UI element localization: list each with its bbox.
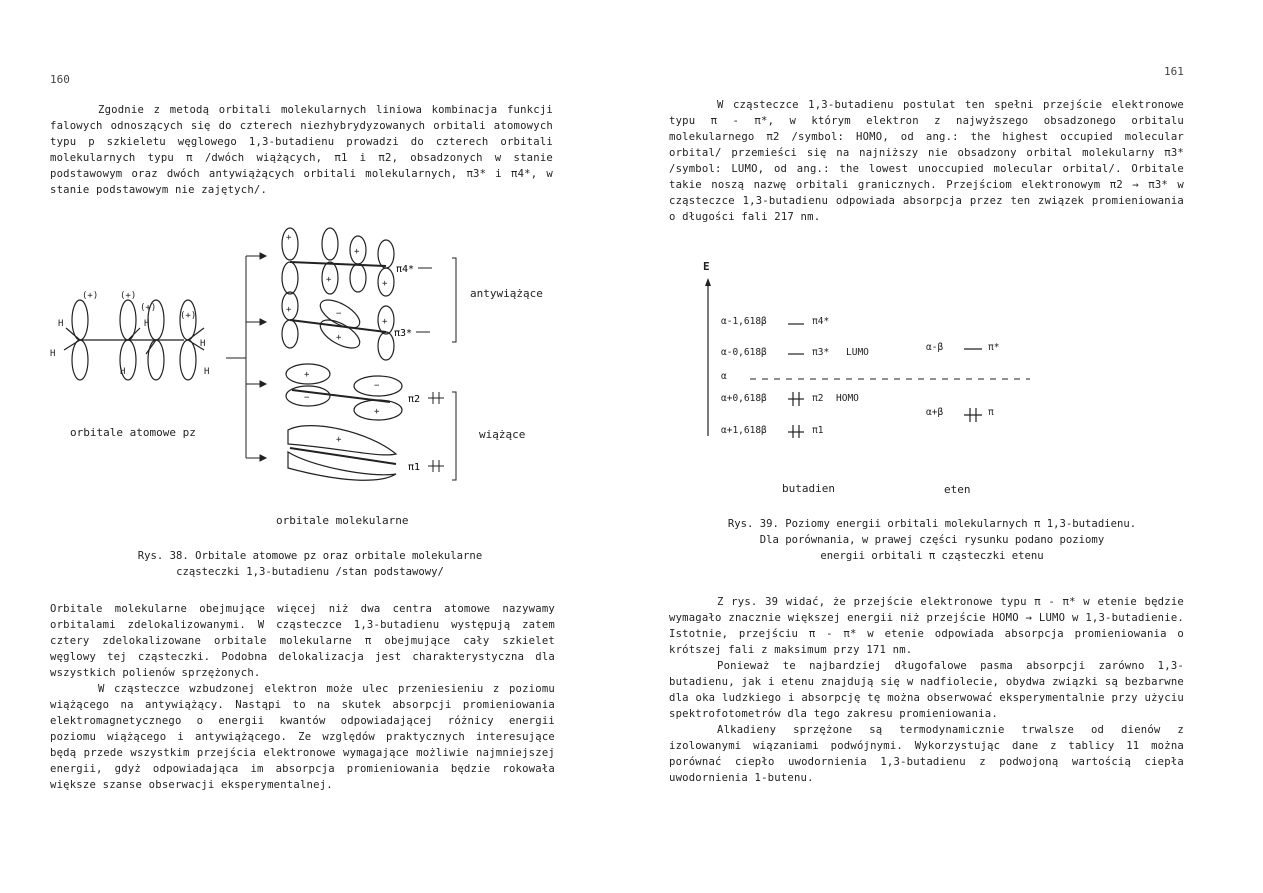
svg-text:−: − xyxy=(374,381,380,391)
energy-axis-label: E xyxy=(703,260,710,273)
svg-text:+: + xyxy=(336,435,342,445)
svg-text:(+): (+) xyxy=(82,291,99,301)
svg-text:+: + xyxy=(286,233,292,243)
label-antibonding: antywiążące xyxy=(470,287,543,300)
level-energy: α-1,618β xyxy=(721,316,767,327)
svg-text:H: H xyxy=(144,319,150,329)
level-energy: α-0,618β xyxy=(721,347,767,358)
label-ethene: eten xyxy=(944,483,971,496)
level-energy: α+1,618β xyxy=(721,425,767,436)
level-orbital: π4* xyxy=(812,316,830,327)
svg-text:+: + xyxy=(382,317,388,327)
svg-text:+: + xyxy=(326,275,332,285)
pi4-label: π4* xyxy=(396,264,415,275)
page-number-left: 160 xyxy=(50,73,70,86)
caption-39: Rys. 39. Poziomy energii orbitali molekularnych π 1,3-butadienu. Dla porównania, w prawej części rysunku podano poziomy energii orbitali π cząsteczki etenu xyxy=(727,518,1137,562)
ethene-level-orbital: π xyxy=(988,407,994,418)
level-energy: α xyxy=(721,371,727,382)
caption-38: Rys. 38. Orbitale atomowe pz oraz orbitale molekularne cząsteczki 1,3-butadienu /stan podstawowy/ xyxy=(137,550,483,578)
pi2-label: π2 xyxy=(408,394,421,405)
level-tag: LUMO xyxy=(846,347,869,358)
label-atomic-orbitals: orbitale atomowe pz xyxy=(70,426,196,439)
body-right-bottom: Z rys. 39 widać, że przejście elektronowe typu π - π* w etenie będzie wymagało znacznie większej energii niż przejście HOMO → LUMO w 1,3-butadienie. Istotnie, przejściu π - π* w etenie odpowiada absorpcja promieniowania o krótszej fali z maksimum przy 171 nm. Ponieważ te najbardziej długofalowe pasma absorpcji zarówno 1,3-butadienu, jak i etenu znajdują się w nadfiolecie, obydwa związki są bezbarwne dla oka ludzkiego i absorpcję tę można obserwować eksperymentalnie przy użyciu spektrofotometrów dla tego zakresu promieniowania. Alkadieny sprzężone są termodynamicznie trwalsze od dienów z izolowanymi wiązaniami podwójnymi. Wykorzystując dane z tablicy 11 można porównać ciepło uwodornienia 1,3-butadienu z podwojoną wartością ciepła uwodornienia 1-butenu. xyxy=(669,596,1184,784)
ethene-level-energy: α-β xyxy=(926,342,944,353)
ethene-level-energy: α+β xyxy=(926,407,944,418)
body-right-top: W cząsteczce 1,3-butadienu postulat ten spełni przejście elektronowe typu π - π*, w którym elektron z najwyższego obsadzonego orbitalu molekularnego π2 /symbol: HOMO, od ang.: the highest occupied molecular orbital/ przemieści się na najniższy nie obsadzony orbital molekularny π3* /symbol: LUMO, od ang.: the lowest unoccupied molecular orbital/. Orbitale takie noszą nazwę orbitali granicznych. Przejściom elektronowym π2 → π3* w cząsteczce 1,3-butadienu odpowiada absorpcja przez ten związek promieniowania o długości fali 217 nm. xyxy=(669,99,1184,223)
label-butadiene: butadien xyxy=(782,482,835,495)
svg-text:H: H xyxy=(50,349,56,359)
level-orbital: π3* xyxy=(812,347,830,358)
figure-38 xyxy=(40,222,600,502)
level-orbital: π2 xyxy=(812,393,824,404)
svg-text:H: H xyxy=(200,339,206,349)
orbital-pi1 xyxy=(288,426,396,481)
left-page xyxy=(0,0,631,893)
body-left: Orbitale molekularne obejmujące więcej niż dwa centra atomowe nazywamy orbitalami zdelokalizowanymi. W cząsteczce 1,3-butadienu występują zatem cztery zdelokalizowane orbitale molekularne π obejmujące cały szkielet węglowy tej cząsteczki. Podobna delokalizacja jest charakterystyczna dla wszystkich polienów sprzężonych. W cząsteczce wzbudzonej elektron może ulec przeniesieniu z poziomu wiążącego na antywiążący. Nastąpi to na skutek absorpcji promieniowania elektromagnetycznego o energii kwantów odpowiadającej różnicy energii poziomu wiążącego i antywiążącego. Ze względów praktycznych interesujące będą przede wszystkim przejścia elektronowe wymagające możliwie najmniejszej energii, gdyż odpowiadająca im absorpcja promieniowania będzie rokowała większe szanse obserwacji eksperymentalnej. xyxy=(50,603,555,791)
level-energy: α+0,618β xyxy=(721,393,767,404)
svg-text:+: + xyxy=(304,370,310,380)
svg-text:(+): (+) xyxy=(140,303,157,313)
svg-text:+: + xyxy=(382,279,388,289)
orbital-pi4 xyxy=(282,228,394,296)
level-tag: HOMO xyxy=(836,393,859,404)
svg-text:H: H xyxy=(120,367,126,377)
right-page xyxy=(632,0,1263,893)
svg-text:+: + xyxy=(286,305,292,315)
svg-text:+: + xyxy=(336,333,342,343)
pi1-label: π1 xyxy=(408,462,421,473)
svg-text:+: + xyxy=(354,247,360,257)
ethene-level-orbital: π* xyxy=(988,342,1000,353)
svg-text:H: H xyxy=(58,319,64,329)
orbital-pi3 xyxy=(282,292,394,360)
svg-text:−: − xyxy=(336,309,342,319)
pi3-label: π3* xyxy=(394,328,413,339)
level-orbital: π1 xyxy=(812,425,824,436)
page-number-right: 161 xyxy=(1164,65,1184,78)
svg-text:−: − xyxy=(304,393,310,403)
svg-text:+: + xyxy=(374,407,380,417)
svg-text:(+): (+) xyxy=(120,291,137,301)
svg-text:H: H xyxy=(204,367,210,377)
label-bonding: wiążące xyxy=(479,428,526,441)
svg-text:(+): (+) xyxy=(180,311,197,321)
intro-paragraph: Zgodnie z metodą orbitali molekularnych liniowa kombinacja funkcji falowych odnoszących się do czterech niezhybrydyzowanych orbitali atomowych typu p szkieletu węglowego 1,3-butadienu prowadzi do czterech orbitali molekularnych typu π /dwóch wiążących, π1 i π2, obsadzonych w stanie podstawowym oraz dwóch antywiążących orbitali molekularnych, π3* i π4*, w stanie podstawowym nie zajętych/. xyxy=(50,104,553,196)
label-molecular-orbitals: orbitale molekularne xyxy=(276,514,409,527)
